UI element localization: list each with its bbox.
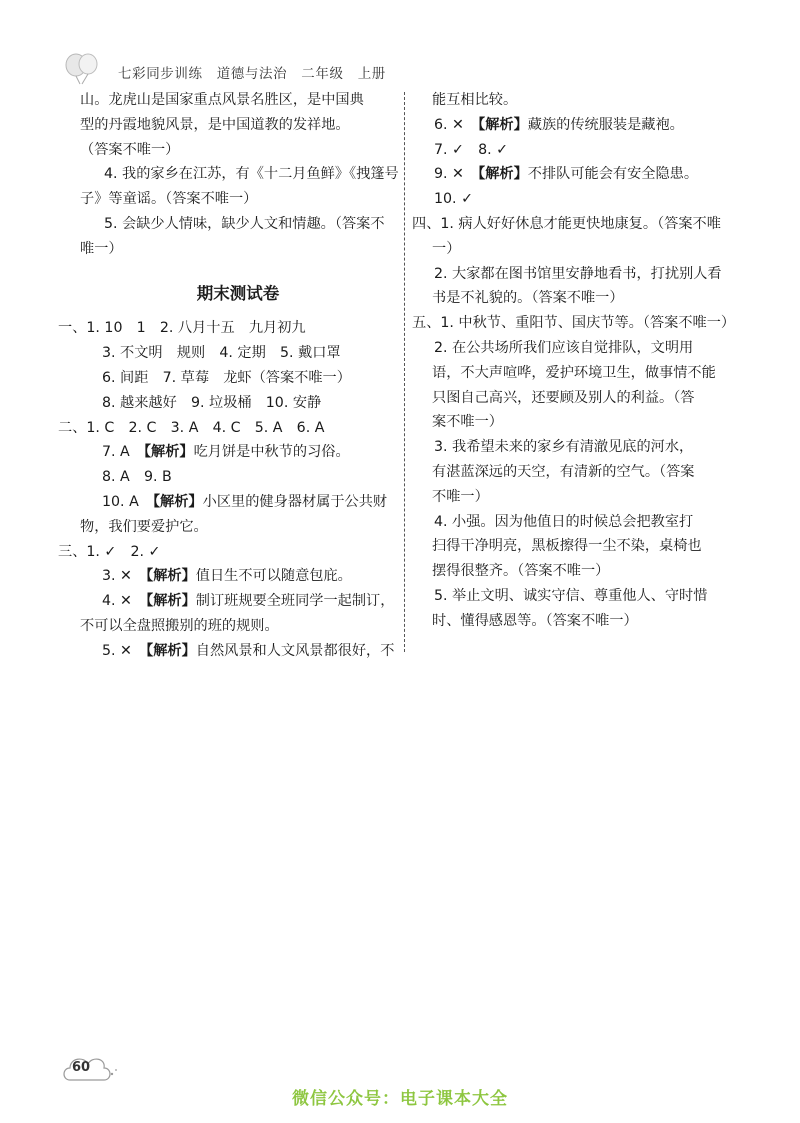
analysis-tag: 【解析】	[146, 593, 196, 610]
right-column	[412, 88, 736, 634]
text-line: 物，我们要爱护它。	[80, 518, 208, 535]
part3-item-4	[80, 589, 396, 614]
part3-line: 三、1. ✓ 2. ✓	[58, 543, 161, 560]
part5-line: 五、1. 中秋节、重阳节、国庆节等。（答案不唯一）	[412, 315, 736, 332]
text-line: 只图自己高兴，还要顾及别人的利益。（答	[432, 389, 695, 406]
analysis-tag: 【解析】	[478, 116, 528, 133]
analysis-text: 自然风景和人文风景都很好，不	[195, 642, 395, 659]
answer-prefix: 9. ✕	[434, 166, 479, 183]
header-title: 七彩同步训练 道德与法治 二年级 上册	[118, 66, 386, 82]
part1-line: 8. 越来越好 9. 垃圾桶 10. 安静	[102, 394, 322, 411]
part2-item-8-9: 8. A 9. B	[102, 469, 172, 486]
text-line: 扫得干净明亮，黑板擦得一尘不染，桌椅也	[432, 538, 702, 555]
answer-item-7-8: 7. ✓ 8. ✓	[434, 141, 509, 158]
section-title: 期末测试卷	[196, 283, 280, 303]
part1-line: 3. 不文明 规则 4. 定期 5. 戴口罩	[102, 345, 341, 362]
answer-prefix: 10. A	[102, 493, 153, 510]
part5-line: 5. 举止文明、诚实守信、尊重他人、守时惜	[434, 587, 708, 604]
analysis-text: 吃月饼是中秋节的习俗。	[193, 444, 350, 461]
part4-line: 四、1. 病人好好休息才能更快地康复。（答案不唯	[412, 215, 721, 232]
part2-item-10	[80, 490, 396, 515]
text-line: 一）	[432, 240, 461, 257]
answer-item-6	[412, 113, 728, 138]
answer-item-9	[412, 162, 728, 187]
analysis-text: 值日生不可以随意包庇。	[195, 568, 352, 585]
answer-prefix: 3. ✕	[102, 568, 147, 585]
text-line: 书是不礼貌的。（答案不唯一）	[432, 290, 624, 307]
text-line: 摆得很整齐。（答案不唯一）	[432, 563, 610, 580]
answer-prefix: 5. ✕	[102, 642, 147, 659]
text-line: 时、懂得感恩等。（答案不唯一）	[432, 612, 638, 629]
part1-line: 一、1. 10 1 2. 八月十五 九月初九	[58, 320, 306, 337]
answer-prefix: 6. ✕	[434, 116, 479, 133]
answer-item-4: 4. 我的家乡在江苏，有《十二月鱼鲜》《拽篷号	[104, 166, 399, 183]
balloon-logo-icon	[62, 52, 110, 86]
analysis-tag: 【解析】	[146, 568, 196, 585]
text-line: 案不唯一）	[432, 414, 503, 431]
text-line: 有湛蓝深远的天空，有清新的空气。（答案	[432, 463, 695, 480]
analysis-text: 不排队可能会有安全隐患。	[527, 166, 699, 183]
page-header	[62, 52, 482, 84]
answer-item-10: 10. ✓	[434, 191, 473, 208]
analysis-tag: 【解析】	[146, 642, 196, 659]
part2-line: 二、1. C 2. C 3. A 4. C 5. A 6. A	[58, 419, 325, 436]
analysis-tag: 【解析】	[143, 444, 194, 461]
text-line: 语，不大声喧哗，爱护环境卫生，做事情不能	[432, 364, 716, 381]
text-line: 型的丹霞地貌风景，是中国道教的发祥地。	[80, 116, 350, 133]
text-line: 不可以全盘照搬别的班的规则。	[80, 617, 279, 634]
text-line: 不唯一）	[432, 488, 489, 505]
analysis-text: 藏族的传统服装是藏袍。	[527, 116, 684, 133]
part4-line: 2. 大家都在图书馆里安静地看书，打扰别人看	[434, 265, 722, 282]
part1-line: 6. 间距 7. 草莓 龙虾（答案不唯一）	[102, 369, 351, 386]
analysis-tag: 【解析】	[152, 493, 203, 510]
part5-line: 2. 在公共场所我们应该自觉排队，文明用	[434, 339, 694, 356]
left-column	[58, 88, 399, 664]
part5-line: 4. 小强。因为他值日的时候总会把教室打	[434, 513, 694, 530]
answer-item-5: 5. 会缺少人情味，缺少人文和情趣。（答案不	[104, 215, 385, 232]
page-number: 60	[72, 1060, 91, 1075]
column-divider	[404, 92, 405, 652]
text-line: 子》等童谣。（答案不唯一）	[80, 191, 258, 208]
watermark: 微信公众号：电子课本大全	[292, 1089, 508, 1109]
text-line: 唯一）	[80, 240, 123, 257]
part5-line: 3. 我希望未来的家乡有清澈见底的河水，	[434, 439, 694, 456]
answer-prefix: 7. A	[102, 444, 144, 461]
part3-item-3	[80, 564, 396, 589]
text-line: 山。龙虎山是国家重点风景名胜区，是中国典	[80, 92, 364, 108]
analysis-tag: 【解析】	[478, 166, 528, 183]
answer-prefix: 4. ✕	[102, 593, 147, 610]
part2-item-7	[80, 440, 396, 465]
part3-item-5	[80, 639, 396, 664]
text-line: （答案不唯一）	[80, 141, 180, 158]
analysis-text: 制订班规要全班同学一起制订，	[195, 593, 395, 610]
analysis-text: 小区里的健身器材属于公共财	[202, 493, 388, 510]
text-line: 能互相比较。	[432, 92, 518, 108]
cloud-icon	[60, 1050, 122, 1088]
